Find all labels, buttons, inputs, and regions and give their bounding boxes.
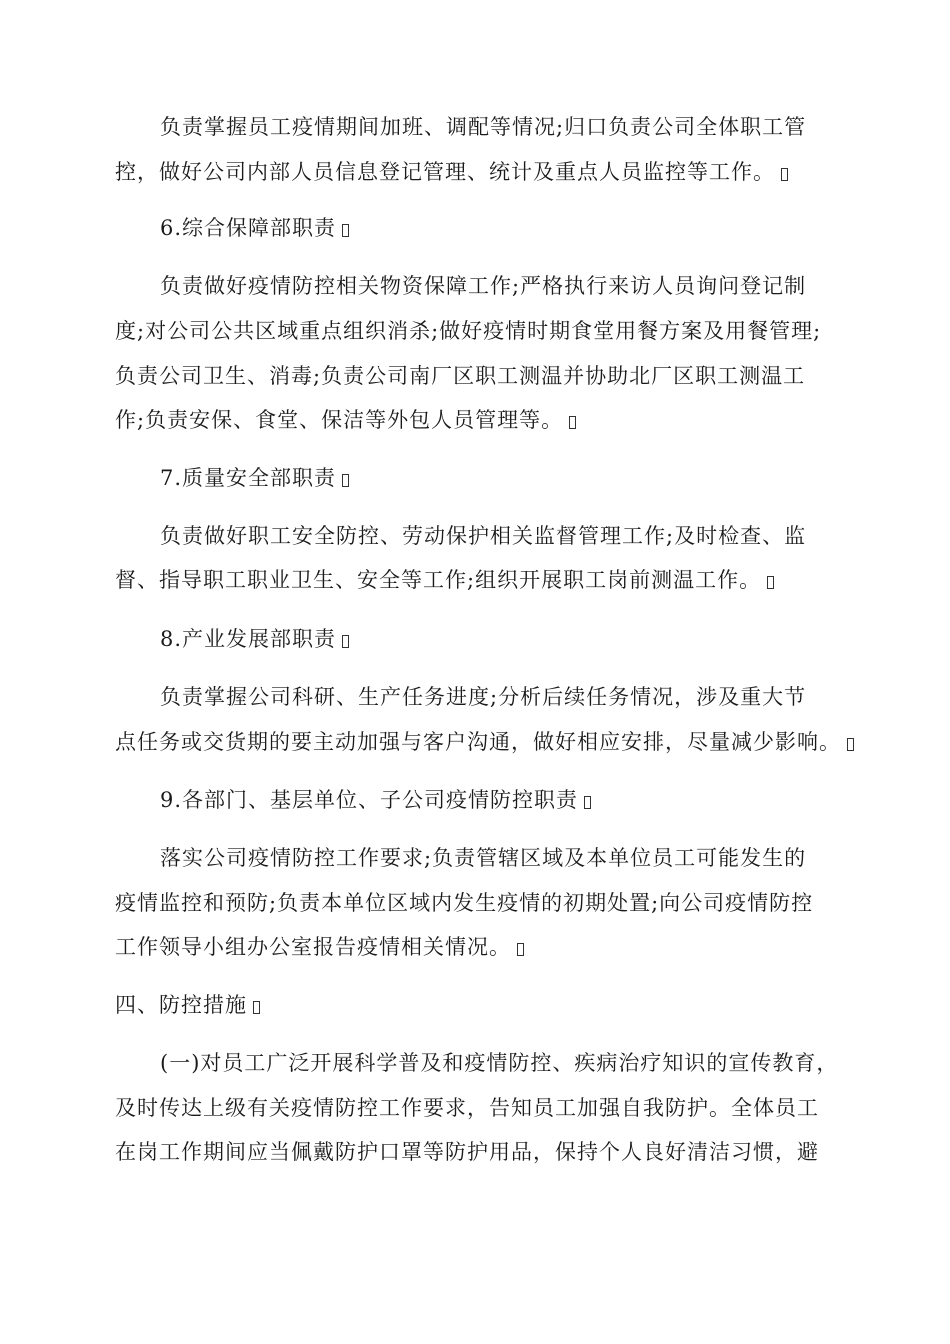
paragraph-line [115, 888, 813, 918]
text: 负责掌握员工疫情期间加班、调配等情况;归口负责公司全体职工管 [160, 115, 807, 139]
paragraph-mark-icon [342, 224, 349, 237]
paragraph-mark-icon [584, 796, 591, 809]
text: 作;负责安保、食堂、保洁等外包人员管理等。 [115, 408, 564, 432]
paragraph-line [160, 843, 806, 873]
text: 负责公司卫生、消毒;负责公司南厂区职工测温并协助北厂区职工测温工 [115, 364, 806, 388]
text: 8.产业发展部职责 [160, 627, 337, 651]
text: 负责做好职工安全防控、劳动保护相关监督管理工作;及时检查、监 [160, 524, 807, 548]
text: 在岗工作期间应当佩戴防护口罩等防护用品，保持个人良好清洁习惯，避 [115, 1140, 819, 1164]
paragraph-line [115, 361, 805, 391]
paragraph-line [115, 316, 821, 346]
section-heading [115, 990, 260, 1020]
paragraph-line [160, 112, 806, 142]
paragraph-line [160, 521, 806, 551]
text: 落实公司疫情防控工作要求;负责管辖区域及本单位员工可能发生的 [160, 846, 807, 870]
text: 疫情监控和预防;负责本单位区域内发生疫情的初期处置;向公司疫情防控 [115, 891, 814, 915]
paragraph-line [115, 727, 854, 757]
text: 负责掌握公司科研、生产任务进度;分析后续任务情况，涉及重大节 [160, 685, 807, 709]
paragraph-line [115, 157, 788, 187]
section-heading [160, 785, 591, 815]
paragraph-mark-icon [569, 416, 576, 429]
section-heading [160, 463, 349, 493]
section-heading [160, 213, 349, 243]
paragraph-line [115, 932, 524, 962]
paragraph-mark-icon [517, 943, 524, 956]
paragraph-mark-icon [767, 576, 774, 589]
paragraph-mark-icon [342, 635, 349, 648]
text: 9.各部门、基层单位、子公司疫情防控职责 [160, 788, 579, 812]
text: 工作领导小组办公室报告疫情相关情况。 [115, 935, 511, 959]
text: 负责做好疫情防控相关物资保障工作;严格执行来访人员询问登记制 [160, 274, 807, 298]
paragraph-line [160, 1048, 838, 1078]
text: 点任务或交货期的要主动加强与客户沟通，做好相应安排，尽量减少影响。 [115, 730, 841, 754]
text: 四、防控措施 [115, 993, 247, 1017]
text: 控，做好公司内部人员信息登记管理、统计及重点人员监控等工作。 [115, 160, 775, 184]
paragraph-line [160, 682, 806, 712]
paragraph-mark-icon [781, 168, 788, 181]
paragraph-line [115, 1093, 819, 1123]
paragraph-mark-icon [342, 474, 349, 487]
text: 度;对公司公共区域重点组织消杀;做好疫情时期食堂用餐方案及用餐管理; [115, 319, 822, 343]
text: 督、指导职工职业卫生、安全等工作;组织开展职工岗前测温工作。 [115, 568, 762, 592]
text: (一)对员工广泛开展科学普及和疫情防控、疾病治疗知识的宣传教育， [160, 1051, 839, 1075]
paragraph-line [160, 271, 806, 301]
section-heading [160, 624, 349, 654]
text: 及时传达上级有关疫情防控工作要求，告知员工加强自我防护。全体员工 [115, 1096, 819, 1120]
text: 6.综合保障部职责 [160, 216, 337, 240]
paragraph-mark-icon [253, 1001, 260, 1014]
text: 7.质量安全部职责 [160, 466, 337, 490]
paragraph-line [115, 1137, 819, 1167]
paragraph-line [115, 565, 774, 595]
paragraph-mark-icon [847, 738, 854, 751]
paragraph-line [115, 405, 576, 435]
